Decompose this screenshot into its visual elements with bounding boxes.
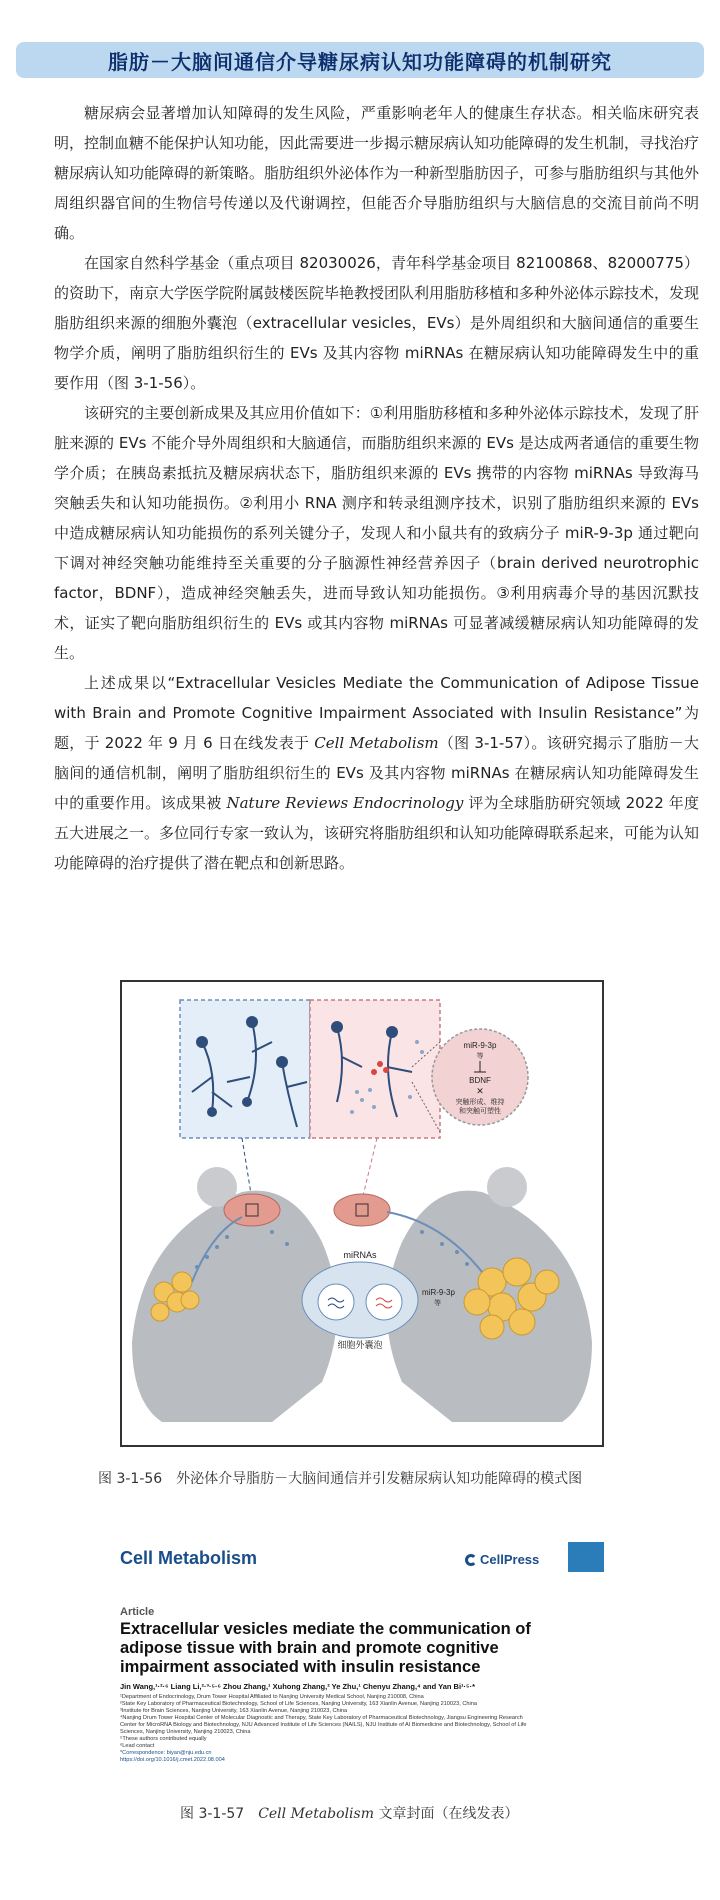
caption-2-journal: Cell Metabolism bbox=[258, 1806, 374, 1822]
paragraph-2: 在国家自然科学基金（重点项目 82030026，青年科学基金项目 82100868、82000775）的资助下，南京大学医学院附属鼓楼医院毕艳教授团队利用脂肪移植和多种外泌体示踪技术，发现脂肪组织来源的细胞外囊泡（extracellular vesicles，EVs）是外周组织和大脑间通信的重要生物学介质，阐明了脂肪组织衍生的 EVs 及其内容物 miRNAs 在糖尿病认知功能障碍发生中的重要作用（图 3-1-56）。 bbox=[54, 254, 700, 392]
affiliation: ⁴Nanjing Drum Tower Hospital Center of Molecular Diagnostic and Therapy, State Key Laboratory of Pharmaceutical Biotechnology, Jiangsu Engineering Research Center for MicroRNA Biology and Biotechnology, NJU Advanced Institute of Life Sciences (NAILS), NJU Institute of AI Biomedicine and Biotechnology, School of Life Sciences, Nanjing University, Nanjing 210023, China bbox=[120, 1715, 527, 1735]
para4-pre: 上述成果以“Extracellular Vesicles Mediate the Communication of Adipose Tissue with Brain and Promote Cognitive Impairment Associated with Insulin Resistance”为题，于 2022 年 9 月 6 日在线发表于 bbox=[54, 674, 699, 752]
article-body bbox=[54, 98, 699, 878]
label-deng: 等 bbox=[476, 1052, 484, 1060]
journal-name-cell-metabolism: Cell Metabolism bbox=[314, 734, 439, 752]
paragraph-1: 糖尿病会显著增加认知障碍的发生风险，严重影响老年人的健康生存状态。相关临床研究表明，控制血糖不能保护认知功能，因此需要进一步揭示糖尿病认知功能障碍的发生机制，寻找治疗糖尿病认知功能障碍的新策略。脂肪组织外泌体作为一种新型脂肪因子，可参与脂肪组织与其他外周组织器官间的生物信号传递以及代谢调控，但能否介导脂肪组织与大脑信息的交流目前尚不明确。 bbox=[54, 104, 700, 242]
affiliation: ¹Department of Endocrinology, Drum Tower Hospital Affiliated to Nanjing University Medical School, Nanjing 210008, China bbox=[120, 1694, 424, 1700]
para4-post: 评为全球脂肪研究领域 2022 年度五大进展之一。多位同行专家一致认为，该研究将脂肪组织和认知功能障碍联系起来，可能为认知功能障碍的治疗提供了潜在靶点和创新思路。 bbox=[54, 794, 700, 872]
cover-color-block bbox=[568, 1542, 604, 1572]
label-synapse-line2: 和突触可塑性 bbox=[459, 1107, 501, 1115]
journal-logo: Cell Metabolism bbox=[120, 1548, 258, 1568]
inhibit-mark: ✕ bbox=[476, 1087, 484, 1097]
label-mir-9-3p-lower: miR-9-3p bbox=[422, 1288, 455, 1297]
title-banner bbox=[16, 42, 704, 78]
label-deng-lower: 等 bbox=[434, 1299, 441, 1307]
label-mir-9-3p: miR-9-3p bbox=[463, 1041, 497, 1050]
label-extracellular-vesicles: 细胞外囊泡 bbox=[337, 1341, 383, 1351]
figure-1-caption: 图 3-1-56 外泌体介导脂肪－大脑间通信并引发糖尿病认知功能障碍的模式图 bbox=[98, 1471, 583, 1487]
caption-2-post: 文章封面（在线发表） bbox=[374, 1806, 519, 1822]
cellpress-icon bbox=[465, 1554, 477, 1566]
label-synapse-line1: 突触形成、维持 bbox=[455, 1098, 505, 1106]
article-authors: Jin Wang,¹·²·⁶ Liang Li,²·³·⁵·⁶ Zhou Zhang,¹ Xuhong Zhang,² Ye Zhu,¹ Chenyu Zhang,⁴ and Yan Bi¹·⁵·* bbox=[120, 1682, 475, 1691]
article-title: Extracellular vesicles mediate the communication of adipose tissue with brain and promote cognitive impairment associated with insulin resistance bbox=[120, 1620, 531, 1676]
doi-link[interactable]: https://doi.org/10.1016/j.cmet.2022.08.004 bbox=[120, 1757, 225, 1763]
article-cover bbox=[120, 1536, 604, 1786]
journal-name-nature-reviews: Nature Reviews Endocrinology bbox=[226, 794, 464, 812]
para4-mid: （图 3-1-57）。该研究揭示了脂肪－大脑间的通信机制，阐明了脂肪组织衍生的 EVs 及其内容物 miRNAs 在糖尿病认知功能障碍发生中的重要作用。该成果被 bbox=[54, 734, 700, 812]
affiliation: ⁵These authors contributed equally bbox=[120, 1736, 207, 1742]
figure-schematic bbox=[120, 980, 604, 1447]
paragraph-4 bbox=[54, 668, 699, 878]
affiliation: ³Institute for Brain Sciences, Nanjing University, 163 Xianlin Avenue, Nanjing 210023, China bbox=[120, 1708, 348, 1714]
affiliation: ⁶Lead contact bbox=[120, 1743, 155, 1749]
article-affiliations bbox=[120, 1694, 535, 1764]
page-title: 脂肪－大脑间通信介导糖尿病认知功能障碍的机制研究 bbox=[108, 49, 612, 74]
caption-2-pre: 图 3-1-57 bbox=[180, 1806, 259, 1822]
affiliation: ²State Key Laboratory of Pharmaceutical Biotechnology, School of Life Sciences, Nanjing University, 163 Xianlin Avenue, Nanjing 210023, China bbox=[120, 1701, 477, 1707]
schematic-illustration bbox=[122, 982, 602, 1445]
label-mirnas: miRNAs bbox=[343, 1250, 377, 1260]
publisher-logo: CellPress bbox=[480, 1552, 540, 1567]
correspondence: *Correspondence: biyan@nju.edu.cn bbox=[120, 1750, 212, 1756]
article-type: Article bbox=[120, 1606, 155, 1618]
paragraph-3: 该研究的主要创新成果及其应用价值如下：①利用脂肪移植和多种外泌体示踪技术，发现了肝脏来源的 EVs 不能介导外周组织和大脑通信，而脂肪组织来源的 EVs 是达成两者通信的重要生物学介质；在胰岛素抵抗及糖尿病状态下，脂肪组织来源的 EVs 携带的内容物 miRNAs 导致海马突触丢失和认知功能损伤。②利用小 RNA 测序和转录组测序技术，识别了脂肪组织来源的 EVs 中造成糖尿病认知功能损伤的系列关键分子，发现人和小鼠共有的致病分子 miR-9-3p 通过靶向下调对神经突触功能维持至关重要的分子脑源性神经营养因子（brain derived neurotrophic factor，BDNF），造成神经突触丢失，进而导致认知功能损伤。③利用病毒介导的基因沉默技术，证实了靶向脂肪组织衍生的 EVs 或其内容物 miRNAs 可显著减缓糖尿病认知功能障碍的发生。 bbox=[54, 404, 699, 662]
label-bdnf: BDNF bbox=[469, 1076, 491, 1085]
figure-2-caption bbox=[180, 1803, 518, 1823]
